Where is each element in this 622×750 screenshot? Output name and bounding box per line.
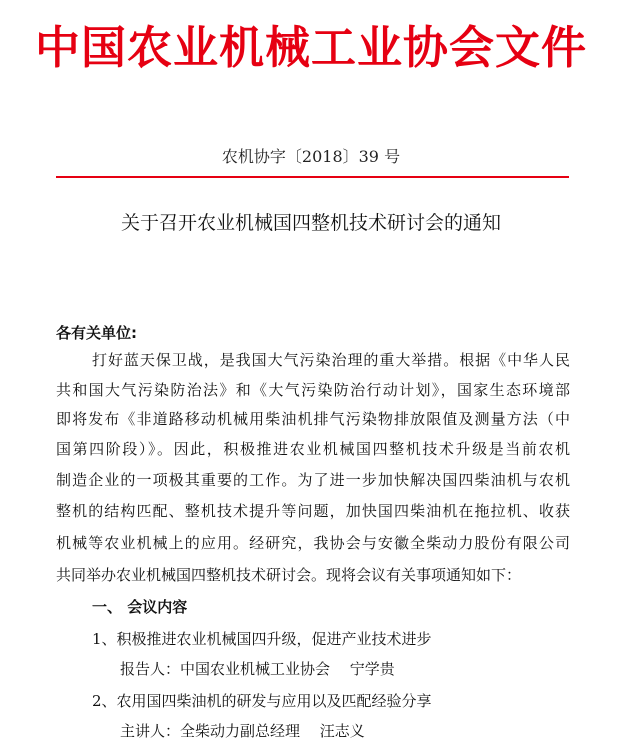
- paragraph-line: 国第四阶段）》。因此，积极推进农业机械国四整机技术升级是当前农机: [56, 440, 570, 458]
- agenda-item: 1、积极推进农业机械国四升级，促进产业技术进步: [92, 630, 432, 648]
- paragraph-line: 共和国大气污染防治法》和《大气污染防治行动计划》，国家生态环境部: [56, 381, 570, 399]
- agenda-speaker: 主讲人：全柴动力副总经理 汪志义: [120, 722, 365, 740]
- header-divider: [56, 176, 569, 178]
- paragraph-line: 制造企业的一项极其重要的工作。为了进一步加快解决国四柴油机与农机: [56, 471, 570, 489]
- paragraph-line: 机械等农业机械上的应用。经研究，我协会与安徽全柴动力股份有限公司: [56, 534, 570, 552]
- paragraph-line: 整机的结构匹配、整机技术提升等问题，加快国四柴油机在拖拉机、收获: [56, 502, 570, 520]
- notice-title: 关于召开农业机械国四整机技术研讨会的通知: [120, 212, 501, 234]
- paragraph-line: 共同举办农业机械国四整机技术研讨会。现将会议有关事项通知如下：: [56, 566, 522, 584]
- agenda-item: 2、农用国四柴油机的研发与应用以及匹配经验分享: [92, 692, 432, 710]
- section-heading: 一、 会议内容: [92, 598, 188, 616]
- agenda-speaker: 报告人：中国农业机械工业协会 宁学贵: [120, 660, 395, 678]
- paragraph-line: 即将发布《非道路移动机械用柴油机排气污染物排放限值及测量方法（中: [56, 410, 570, 428]
- salutation: 各有关单位:: [56, 324, 137, 342]
- document-header: 中国农业机械工业协会文件: [34, 21, 587, 74]
- paragraph-line: 打好蓝天保卫战，是我国大气污染治理的重大举措。根据《中华人民: [92, 351, 570, 369]
- document-number: 农机协字〔2018〕39 号: [221, 147, 401, 166]
